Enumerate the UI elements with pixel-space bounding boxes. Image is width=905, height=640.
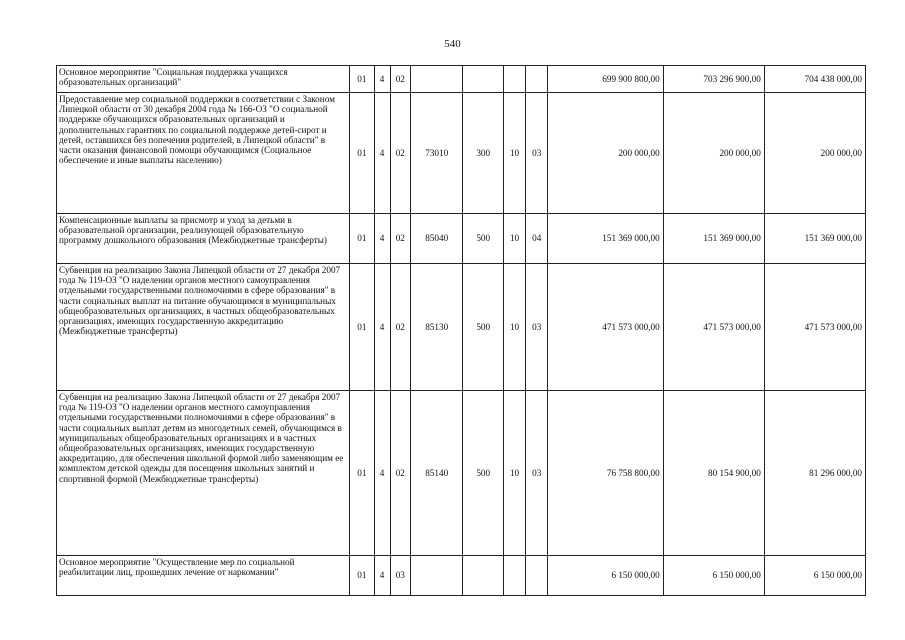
amount-cell: 80 154 900,00 xyxy=(663,391,764,556)
code-cell xyxy=(463,66,503,93)
code-cell: 300 xyxy=(463,93,503,214)
code-cell xyxy=(503,66,525,93)
code-cell: 02 xyxy=(390,264,410,391)
amount-cell: 151 369 000,00 xyxy=(548,214,663,264)
code-cell: 500 xyxy=(463,264,503,391)
code-cell xyxy=(410,556,463,596)
row-description: Субвенция на реализацию Закона Липецкой области от 27 декабря 2007 года № 119-ОЗ "О наделении органов местного самоуправления отдельными государственными полномочиями в сфере образования" в части социальных выплат детям из многодетных семей, обучающимся в муниципальных общеобразовательных организациях и в частных общеобразовательных организациях, имеющих государственную аккредитацию, для обеспечения школьной формой либо заменяющим ее комплектом детской одежды для посещения школьных занятий и спортивной формой (Межбюджетные трансферты) xyxy=(57,391,350,556)
code-cell: 10 xyxy=(503,264,525,391)
code-cell: 01 xyxy=(350,93,374,214)
page-number: 540 xyxy=(444,38,461,50)
code-cell: 10 xyxy=(503,391,525,556)
row-description: Основное мероприятие "Осуществление мер по социальной реабилитации лиц, прошедших лечение от наркомании" xyxy=(57,556,350,596)
code-cell: 4 xyxy=(374,214,390,264)
amount-cell: 6 150 000,00 xyxy=(663,556,764,596)
code-cell: 73010 xyxy=(410,93,463,214)
code-cell: 4 xyxy=(374,391,390,556)
code-cell: 02 xyxy=(390,93,410,214)
code-cell: 02 xyxy=(390,214,410,264)
table-row xyxy=(57,93,866,214)
code-cell: 01 xyxy=(350,556,374,596)
code-cell: 4 xyxy=(374,264,390,391)
table-row xyxy=(57,214,866,264)
amount-cell: 6 150 000,00 xyxy=(548,556,663,596)
amount-cell: 704 438 000,00 xyxy=(764,66,865,93)
code-cell: 03 xyxy=(390,556,410,596)
code-cell: 02 xyxy=(390,66,410,93)
code-cell: 03 xyxy=(526,264,548,391)
code-cell: 500 xyxy=(463,391,503,556)
row-description: Предоставление мер социальной поддержки в соответствии с Законом Липецкой области от 30 декабря 2004 года № 166-ОЗ "О социальной поддержке обучающихся образовательных организаций и дополнительных гарантиях по социальной поддержке детей-сирот и детей, оставшихся без попечения родителей, в Липецкой области" в части оказания финансовой помощи обучающимся (Социальное обеспечение и иные выплаты населению) xyxy=(57,93,350,214)
code-cell: 01 xyxy=(350,264,374,391)
amount-cell: 81 296 000,00 xyxy=(764,391,865,556)
code-cell: 4 xyxy=(374,556,390,596)
row-description: Субвенция на реализацию Закона Липецкой области от 27 декабря 2007 года № 119-ОЗ "О наделении органов местного самоуправления отдельными государственными полномочиями в сфере образования" в части социальных выплат на питание обучающимся в муниципальных общеобразовательных организациях, в частных общеобразовательных организациях, имеющих государственную аккредитацию (Межбюджетные трансферты) xyxy=(57,264,350,391)
amount-cell: 6 150 000,00 xyxy=(764,556,865,596)
table-row xyxy=(57,391,866,556)
amount-cell: 76 758 800,00 xyxy=(548,391,663,556)
code-cell: 4 xyxy=(374,93,390,214)
amount-cell: 699 900 800,00 xyxy=(548,66,663,93)
code-cell: 85040 xyxy=(410,214,463,264)
code-cell xyxy=(526,66,548,93)
row-description: Основное мероприятие "Социальная поддержка учащихся образовательных организаций" xyxy=(57,66,350,93)
table-row xyxy=(57,264,866,391)
code-cell xyxy=(503,556,525,596)
amount-cell: 151 369 000,00 xyxy=(663,214,764,264)
code-cell: 10 xyxy=(503,214,525,264)
code-cell: 4 xyxy=(374,66,390,93)
row-description: Компенсационные выплаты за присмотр и уход за детьми в образовательной организации, реализующей образовательную программу дошкольного образования (Межбюджетные трансферты) xyxy=(57,214,350,264)
code-cell xyxy=(463,556,503,596)
code-cell: 85130 xyxy=(410,264,463,391)
table-row xyxy=(57,66,866,93)
code-cell: 01 xyxy=(350,66,374,93)
amount-cell: 200 000,00 xyxy=(764,93,865,214)
amount-cell: 200 000,00 xyxy=(663,93,764,214)
amount-cell: 200 000,00 xyxy=(548,93,663,214)
code-cell: 04 xyxy=(526,214,548,264)
code-cell: 85140 xyxy=(410,391,463,556)
code-cell: 10 xyxy=(503,93,525,214)
code-cell: 01 xyxy=(350,214,374,264)
budget-table xyxy=(56,65,866,596)
code-cell: 03 xyxy=(526,93,548,214)
code-cell: 03 xyxy=(526,391,548,556)
table-row xyxy=(57,556,866,596)
code-cell xyxy=(526,556,548,596)
amount-cell: 703 296 900,00 xyxy=(663,66,764,93)
code-cell xyxy=(410,66,463,93)
code-cell: 02 xyxy=(390,391,410,556)
amount-cell: 471 573 000,00 xyxy=(548,264,663,391)
amount-cell: 471 573 000,00 xyxy=(764,264,865,391)
amount-cell: 471 573 000,00 xyxy=(663,264,764,391)
code-cell: 01 xyxy=(350,391,374,556)
code-cell: 500 xyxy=(463,214,503,264)
amount-cell: 151 369 000,00 xyxy=(764,214,865,264)
